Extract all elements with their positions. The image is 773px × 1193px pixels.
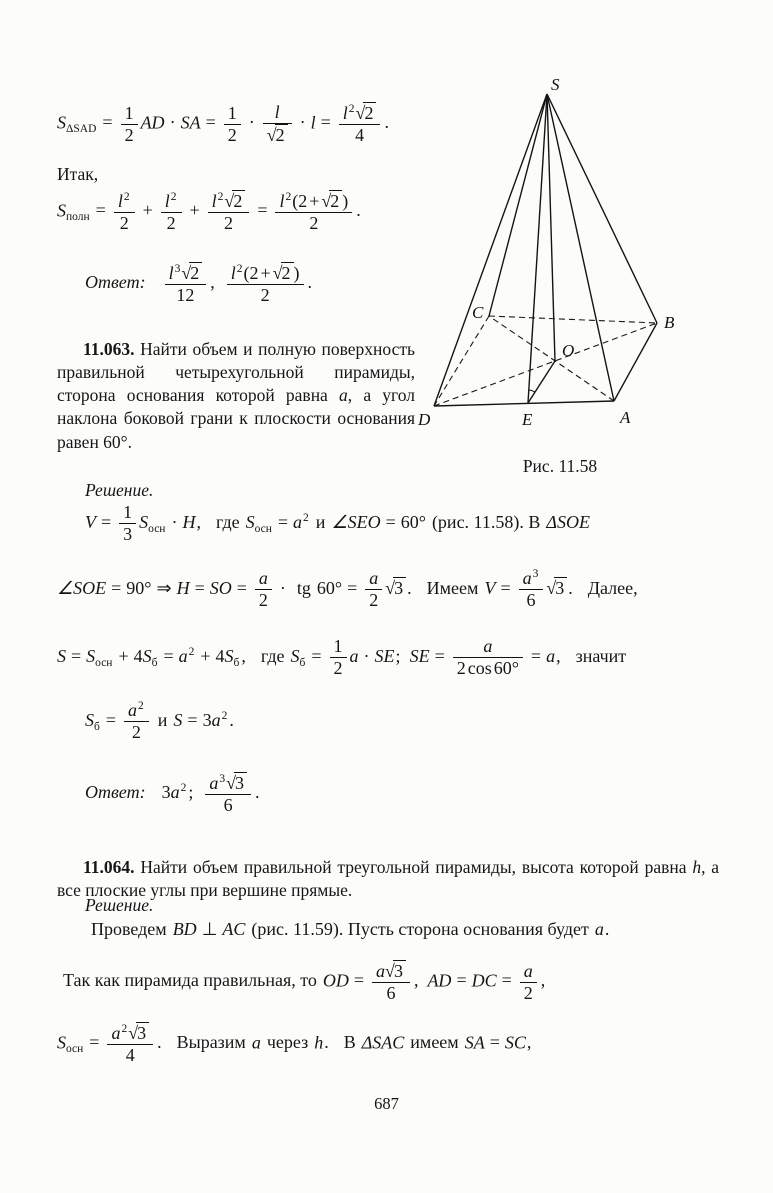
edge-da — [434, 401, 614, 406]
problem-11063-text-1: Найти объем и полную поверхность правильной четырехугольной пирамиды, сторона основания которой равна — [57, 338, 415, 406]
vertex-label-c: C — [472, 303, 484, 322]
height-so — [547, 94, 555, 361]
answer-formula-1: $\frac{l^3√2}{12}$ , $\frac{l^2(2 + √2 )}{2}$ . — [162, 272, 321, 292]
diagonal-db — [434, 323, 657, 406]
problem-11064-var: h — [692, 856, 702, 877]
answer-label-2: Ответ: — [85, 782, 146, 803]
formula-s-poln: $S_{полн}$ = $\frac{l^2}{2}$ + $\frac{l^2}{2}$ + $\frac{l^2√2}{2}$ = $\frac{l^2(2 + √2 )}{2}$ . — [57, 190, 361, 234]
answer-formula-2: $3a^2$ ; $\frac{a^3√3}{6}$ . — [161, 773, 260, 816]
answer-block-1 — [85, 262, 321, 306]
edge-sa — [547, 94, 614, 401]
formula-s-sad: $S_{\Delta SAD}$ = $\frac{1}{2}$ AD · SA = $\frac{1}{2}$ · $\frac{l}{√2}$ · l = $\frac{l^2√2}{4}$ . — [57, 102, 389, 146]
figure-caption: Рис. 11.58 — [522, 456, 598, 476]
edge-ab — [614, 323, 657, 401]
problem-11063-paragraph — [57, 338, 415, 454]
problem-11064-text-2: , а все плоские углы при вершине прямые. — [57, 856, 720, 900]
word-itak: Итак, — [57, 164, 99, 184]
problem-11063-var: a — [339, 385, 348, 406]
formula-sb-result: $S_б$ = $\frac{a^2}{2}$ и $S = 3a^2$ . — [85, 700, 234, 743]
answer-label-1: Ответ: — [85, 272, 146, 293]
vertex-label-e: E — [522, 410, 533, 429]
figure-11-58 — [412, 76, 727, 436]
page-number: 687 — [374, 1094, 399, 1113]
edge-sb — [547, 94, 657, 323]
vertex-label-d: D — [418, 410, 431, 429]
problem-11063-text-2: , а угол наклона боковой грани к плоскости основания равен 60°. — [57, 385, 416, 452]
line-s-osn: $S_{осн}$ = $\frac{a^2√3}{4}$ . Выразим a через h. В ΔSAC имеем SA = SC, — [57, 1023, 532, 1066]
problem-11064-text-1: Найти объем правильной треугольной пирамиды, высота которой равна — [140, 856, 687, 877]
line-provedem: Проведем BD ⊥ AC (рис. 11.59). Пусть сторона основания будет a. — [91, 919, 610, 939]
vertex-label-a: A — [620, 408, 631, 427]
segment-oe — [528, 361, 555, 403]
pyramid-svg — [412, 76, 727, 436]
edge-cb — [489, 316, 657, 323]
formula-surface: $S = S_{осн} + 4S_б = a^2 + 4S_б$ , где $S_б$ = $\frac{1}{2}$ a · SE; SE = $\frac{a}{2 \cos 60^\circ}$ = a, значит — [57, 636, 627, 679]
problem-11063-number: 11.063. — [83, 338, 135, 359]
pyramid-visible-edges — [434, 94, 657, 406]
vertex-label-b: B — [664, 313, 675, 332]
problem-11064-number: 11.064. — [83, 856, 135, 877]
vertex-label-o: O — [562, 341, 575, 360]
diagonal-ac — [489, 316, 614, 401]
problem-11064-paragraph — [57, 856, 719, 903]
solution-label-1: Решение. — [85, 480, 154, 500]
line-tak-kak: Так как пирамида правильная, то OD = $\frac{a√3}{6}$ , AD = DC = $\frac{a}{2}$ , — [63, 960, 546, 1004]
solution-label-2: Решение. — [85, 895, 154, 915]
pyramid-hidden-edges — [434, 316, 657, 406]
formula-height: ∠SOE = 90° ⇒ H = SO = $\frac{a}{2}$ · tg 60° = $\frac{a}{2}$ √3 . Имеем V = $\frac{a^3}{6}$ √3 . Далее, — [57, 568, 638, 611]
formula-volume-setup: V = $\frac{1}{3}$ $S_{осн} \cdot H$, где $S_{осн} = a^2$ и ∠SEO = 60° (рис. 11.58). В ΔSOE — [85, 502, 590, 545]
edge-sc — [489, 94, 547, 316]
angle-arc-seo — [529, 390, 535, 392]
vertex-label-s: S — [551, 76, 560, 94]
answer-block-2 — [85, 772, 268, 816]
